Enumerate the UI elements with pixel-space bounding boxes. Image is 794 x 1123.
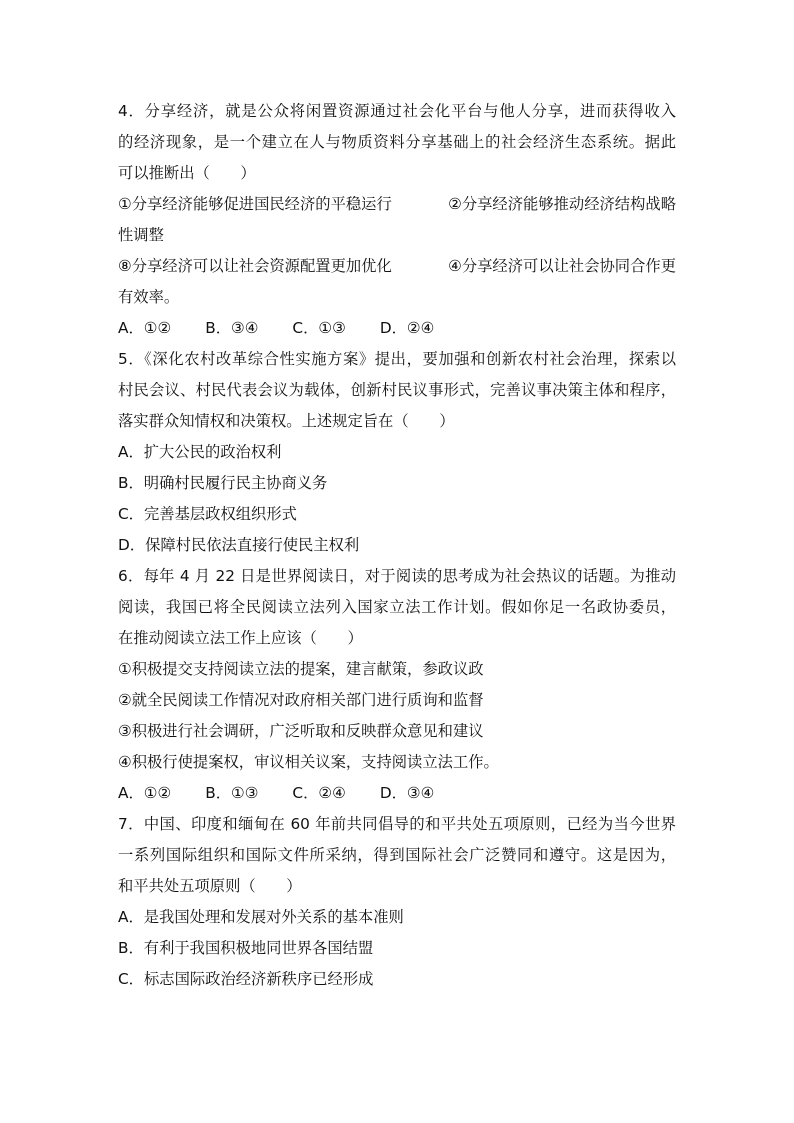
question-7-stem-line-2: 一系列国际组织和国际文件所采纳，得到国际社会广泛赞同和遵守。这是因为， (118, 846, 676, 864)
question-7-stem-line-3: 和平共处五项原则（ ） (118, 877, 302, 895)
question-5-stem-line-2: 村民会议、村民代表会议为载体，创新村民议事形式，完善议事决策主体和程序， (118, 381, 676, 399)
question-4-statements-row-2 (118, 251, 676, 282)
question-5 (118, 344, 676, 561)
question-6-stem-line-2: 阅读，我国已将全民阅读立法列入国家立法工作计划。假如你足一名政协委员， (118, 598, 676, 616)
question-5-option-b[interactable]: B．明确村民履行民主协商义务 (118, 474, 328, 492)
question-4-statements-row-1 (118, 189, 676, 220)
question-6-options (118, 778, 676, 809)
question-4-statement-2-continued: 性调整 (118, 226, 164, 244)
question-4-statement-4: ④分享经济可以让社会协同合作更 (448, 257, 676, 275)
question-4-statement-4-continued: 有效率。 (118, 288, 180, 306)
question-6-statement-2: ②就全民阅读工作情况对政府相关部门进行质询和监督 (118, 691, 484, 709)
question-4-statement-1: ①分享经济能够促进国民经济的平稳运行 (118, 195, 392, 213)
question-5-option-a[interactable]: A．扩大公民的政治权利 (118, 443, 282, 461)
question-7 (118, 809, 676, 995)
question-6-option-c[interactable]: C．②④ (292, 784, 346, 802)
question-5-option-d[interactable]: D．保障村民依法直接行使民主权利 (118, 536, 360, 554)
question-6-option-d[interactable]: D．③④ (379, 784, 435, 802)
question-6-option-b[interactable]: B．①③ (205, 784, 259, 802)
question-7-option-b[interactable]: B．有利于我国积极地同世界各国结盟 (118, 939, 374, 957)
question-4-options (118, 313, 676, 344)
question-5-stem-line-3: 落实群众知情权和决策权。上述规定旨在（ ） (118, 412, 455, 430)
question-5-stem-line-1: 5．《深化农村改革综合性实施方案》提出，要加强和创新农村社会治理，探索以 (118, 350, 676, 368)
question-7-option-a[interactable]: A．是我国处理和发展对外关系的基本准则 (118, 908, 404, 926)
question-7-stem-line-1: 7．中国、印度和缅甸在 60 年前共同倡导的和平共处五项原则，已经为当今世界 (118, 815, 676, 833)
question-4-option-a[interactable]: A．①② (118, 319, 172, 337)
question-4-statement-3: ⑧分享经济可以让社会资源配置更加优化 (118, 257, 392, 275)
question-4 (118, 96, 676, 344)
question-4-option-d[interactable]: D．②④ (379, 319, 435, 337)
question-4-statement-2: ②分享经济能够推动经济结构战略 (448, 195, 676, 213)
question-6-statement-3: ③积极进行社会调研，广泛听取和反映群众意见和建议 (118, 722, 484, 740)
exam-page (118, 96, 676, 995)
question-4-stem-line-2: 的经济现象，是一个建立在人与物质资料分享基础上的社会经济生态系统。据此 (118, 133, 676, 151)
question-5-option-c[interactable]: C．完善基层政权组织形式 (118, 505, 297, 523)
question-6-stem-line-1: 6．每年 4 月 22 日是世界阅读日，对于阅读的思考成为社会热议的话题。为推动 (118, 567, 676, 585)
question-6-option-a[interactable]: A．①② (118, 784, 172, 802)
question-6 (118, 561, 676, 809)
question-4-stem-line-3: 可以推断出（ ） (118, 164, 256, 182)
question-6-statement-4: ④积极行使提案权，审议相关议案，支持阅读立法工作。 (118, 753, 499, 771)
question-6-statement-1: ①积极提交支持阅读立法的提案，建言献策，参政议政 (118, 660, 484, 678)
question-4-stem-line-1: 4．分享经济，就是公众将闲置资源通过社会化平台与他人分享，进而获得收入 (118, 102, 676, 120)
question-4-option-b[interactable]: B．③④ (205, 319, 259, 337)
question-6-stem-line-3: 在推动阅读立法工作上应该（ ） (118, 629, 363, 647)
question-7-option-c[interactable]: C．标志国际政治经济新秩序已经形成 (118, 970, 374, 988)
question-4-option-c[interactable]: C．①③ (292, 319, 346, 337)
